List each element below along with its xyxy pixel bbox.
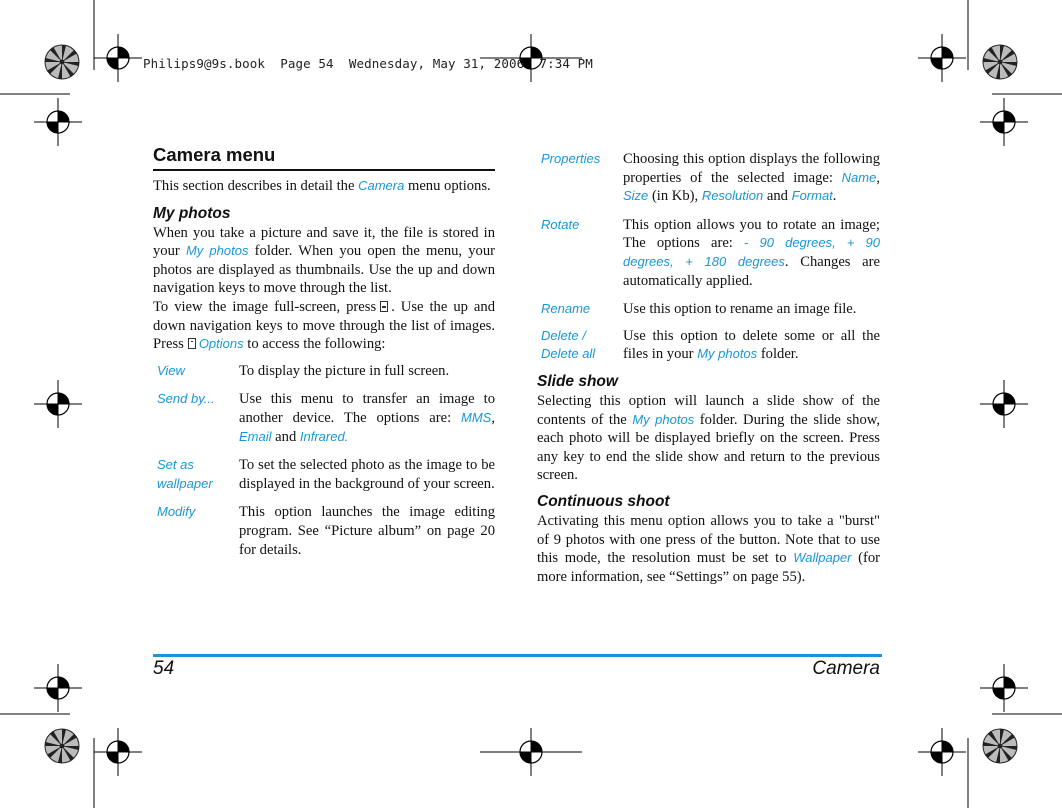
continuous-shoot-heading: Continuous shoot bbox=[537, 492, 670, 510]
my-photos-heading: My photos bbox=[153, 204, 231, 222]
my-photos-paragraph-1: When you take a picture and save it, the file is stored in your My photos folder. When you open the menu, your photos are displayed as thumbnails. Use the up and down navigation keys to move through the list. bbox=[153, 224, 496, 297]
my-photos-paragraph-2: To view the image full-screen, press . Use the up and down navigation keys to move through the list of images. Press Options to access the following: bbox=[153, 298, 495, 353]
footer-rule bbox=[153, 654, 882, 657]
option-term: View bbox=[157, 362, 185, 378]
option-row-delete bbox=[537, 327, 880, 364]
slide-show-heading: Slide show bbox=[537, 372, 618, 390]
right-column bbox=[537, 150, 880, 586]
option-desc: Use this option to rename an image file. bbox=[623, 301, 857, 318]
option-desc: Use this menu to transfer an image to another device. The options are: MMS, Email and Infrared. bbox=[239, 391, 495, 445]
option-term: Properties bbox=[541, 151, 601, 166]
infrared-keyword: Infrared. bbox=[299, 428, 349, 444]
option-row-view bbox=[153, 362, 495, 381]
page-title: Camera menu bbox=[153, 144, 495, 171]
slide-show-paragraph: Selecting this option will launch a slide show of the contents of the My photos folder. During the slide show, each photo will be displayed briefly on the screen. Press any key to end the slide show and return to the previous screen. bbox=[537, 392, 880, 484]
name-keyword: Name bbox=[841, 169, 877, 185]
image-options-table bbox=[537, 150, 880, 364]
camera-keyword: Camera bbox=[358, 178, 405, 193]
option-term: Rotate bbox=[541, 216, 580, 232]
format-keyword: Format bbox=[791, 188, 833, 204]
option-row-send-by bbox=[153, 390, 495, 446]
email-keyword: Email bbox=[239, 428, 272, 444]
option-desc: To set the selected photo as the image to be displayed in the background of your screen. bbox=[239, 457, 495, 492]
option-desc: To display the picture in full screen. bbox=[239, 362, 450, 379]
my-photos-keyword: My photos bbox=[697, 346, 758, 362]
options-keyword: Options bbox=[198, 336, 244, 352]
my-photos-options-table bbox=[153, 362, 495, 559]
option-desc: This option allows you to rotate an image; The options are: - 90 degrees, + 90 degrees, + 180 degrees. Changes are automatically applied. bbox=[623, 216, 880, 289]
wallpaper-keyword: Wallpaper bbox=[793, 550, 852, 566]
option-row-rename bbox=[537, 300, 880, 319]
left-column bbox=[153, 144, 495, 559]
option-term: Modify bbox=[157, 504, 196, 520]
mms-keyword: MMS bbox=[461, 409, 492, 425]
chapter-title: Camera bbox=[812, 658, 880, 679]
size-keyword: Size bbox=[623, 188, 649, 204]
option-term: Set as wallpaper bbox=[157, 457, 213, 491]
option-row-modify bbox=[153, 503, 495, 559]
option-term: Send by... bbox=[157, 391, 215, 407]
continuous-shoot-paragraph: Activating this menu option allows you to take a "burst" of 9 photos with one press of the button. Note that to use this mode, the resolution must be set to Wallpaper (for more information, see “Settings” on page 55). bbox=[537, 512, 880, 585]
option-term: Rename bbox=[541, 301, 591, 317]
resolution-keyword: Resolution bbox=[701, 188, 764, 204]
left-soft-key-icon bbox=[188, 338, 196, 349]
option-desc: This option launches the image editing program. See “Picture album” on page 20 for details. bbox=[239, 504, 495, 558]
option-desc: Choosing this option displays the following properties of the selected image: Name, Size (in Kb), Resolution and Format. bbox=[623, 151, 880, 205]
book-header: Philips9@9s.book Page 54 Wednesday, May 31, 2006 7:34 PM bbox=[143, 56, 593, 71]
option-desc: Use this option to delete some or all the files in your My photos folder. bbox=[623, 327, 880, 363]
page-number: 54 bbox=[153, 658, 175, 679]
option-row-rotate bbox=[537, 216, 880, 290]
rotation-options-keyword: - 90 degrees, + 90 degrees, + 180 degrees bbox=[623, 235, 880, 269]
intro-paragraph: This section describes in detail the Camera menu options. bbox=[153, 178, 491, 194]
option-term: Delete / Delete all bbox=[541, 327, 596, 362]
my-photos-keyword: My photos bbox=[632, 411, 695, 427]
option-row-properties bbox=[537, 150, 880, 206]
my-photos-keyword: My photos bbox=[185, 243, 249, 259]
option-row-set-as-wallpaper bbox=[153, 456, 495, 493]
ok-key-icon bbox=[380, 301, 388, 312]
